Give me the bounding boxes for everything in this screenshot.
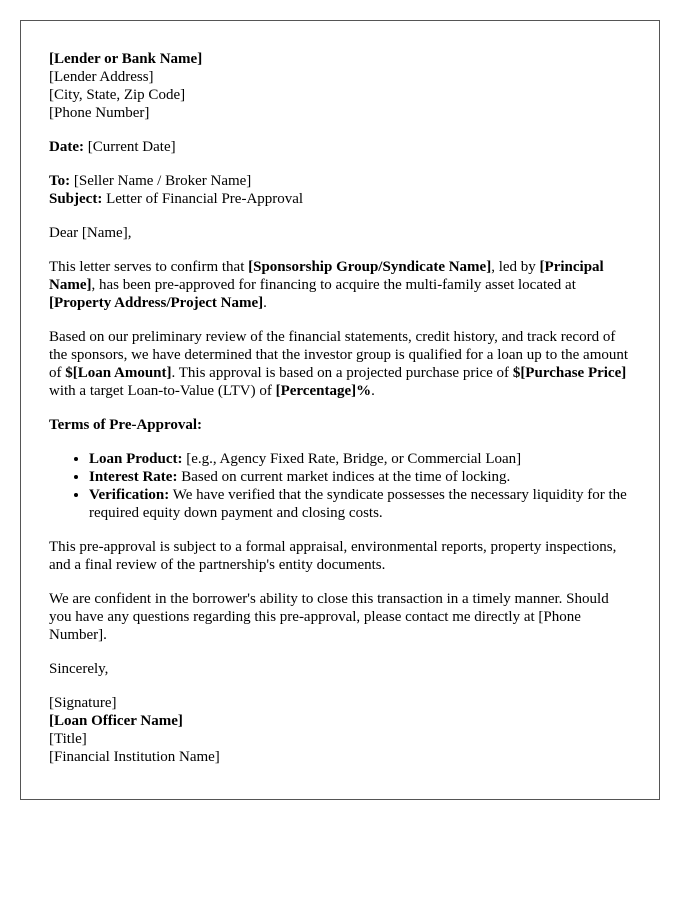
term-label: Verification: — [89, 487, 170, 503]
signature-block — [49, 694, 631, 766]
para1-text-1: This letter serves to confirm that — [49, 259, 249, 275]
lender-address: [Lender Address] — [49, 69, 154, 85]
lender-name: [Lender or Bank Name] — [49, 51, 203, 67]
to-label: To: — [49, 173, 71, 189]
term-label: Interest Rate: — [89, 469, 178, 485]
date-value: [Current Date] — [83, 139, 176, 155]
subject-line — [49, 190, 631, 208]
confidence-paragraph: We are confident in the borrower's ability to close this transaction in a timely manner. Should you have any questions regarding this pre-approval, please contact me directly at [Phone Number]. — [49, 591, 609, 643]
list-item — [89, 486, 631, 522]
sponsorship-group: [Sponsorship Group/Syndicate Name] — [248, 259, 492, 275]
salutation: Dear [Name], — [49, 225, 132, 241]
terms-heading-text: Terms of Pre-Approval: — [49, 417, 203, 433]
terms-list — [49, 450, 631, 522]
principal-name: [Principal Name] — [49, 259, 604, 293]
subject-value: Letter of Financial Pre-Approval — [102, 191, 304, 207]
list-item — [89, 468, 631, 486]
to-line — [49, 172, 631, 190]
para1-text-2: , led by — [491, 259, 540, 275]
term-text: We have verified that the syndicate possesses the necessary liquidity for the required equity down payment and closing costs. — [89, 487, 627, 521]
qualification-paragraph — [49, 328, 631, 400]
signature: [Signature] — [49, 695, 117, 711]
para2-text-2: . This approval is based on a projected purchase price of — [171, 365, 513, 381]
letter-document — [20, 20, 660, 800]
date-line — [49, 138, 631, 156]
loan-amount: $[Loan Amount] — [65, 365, 172, 381]
term-label: Loan Product: — [89, 451, 183, 467]
terms-heading — [49, 416, 631, 434]
list-item — [89, 450, 631, 468]
purchase-price: $[Purchase Price] — [512, 365, 627, 381]
closing: Sincerely, — [49, 661, 109, 677]
para1-text-3: , has been pre-approved for financing to acquire the multi-family asset located at — [91, 277, 576, 293]
conditions-paragraph: This pre-approval is subject to a formal appraisal, environmental reports, property inspections, and a final review of the partnership's entity documents. — [49, 539, 617, 573]
para2-text-4: . — [371, 383, 375, 399]
recipient-block — [49, 172, 631, 208]
date-label: Date: — [49, 139, 84, 155]
to-value: [Seller Name / Broker Name] — [70, 173, 252, 189]
lender-block — [49, 50, 631, 122]
term-text: [e.g., Agency Fixed Rate, Bridge, or Commercial Loan] — [182, 451, 522, 467]
officer-title: [Title] — [49, 731, 87, 747]
lender-phone: [Phone Number] — [49, 105, 150, 121]
para1-text-4: . — [263, 295, 267, 311]
property-address: [Property Address/Project Name] — [49, 295, 264, 311]
para2-text-1: Based on our preliminary review of the financial statements, credit history, and track record of the sponsors, we have determined that the investor group is qualified for a loan up to the amount of — [49, 329, 629, 381]
subject-label: Subject: — [49, 191, 103, 207]
confirmation-paragraph — [49, 258, 631, 312]
term-text: Based on current market indices at the time of locking. — [177, 469, 511, 485]
loan-officer-name: [Loan Officer Name] — [49, 713, 183, 729]
ltv-percentage: [Percentage]% — [275, 383, 372, 399]
para2-text-3: with a target Loan-to-Value (LTV) of — [49, 383, 276, 399]
lender-city: [City, State, Zip Code] — [49, 87, 186, 103]
institution-name: [Financial Institution Name] — [49, 749, 220, 765]
